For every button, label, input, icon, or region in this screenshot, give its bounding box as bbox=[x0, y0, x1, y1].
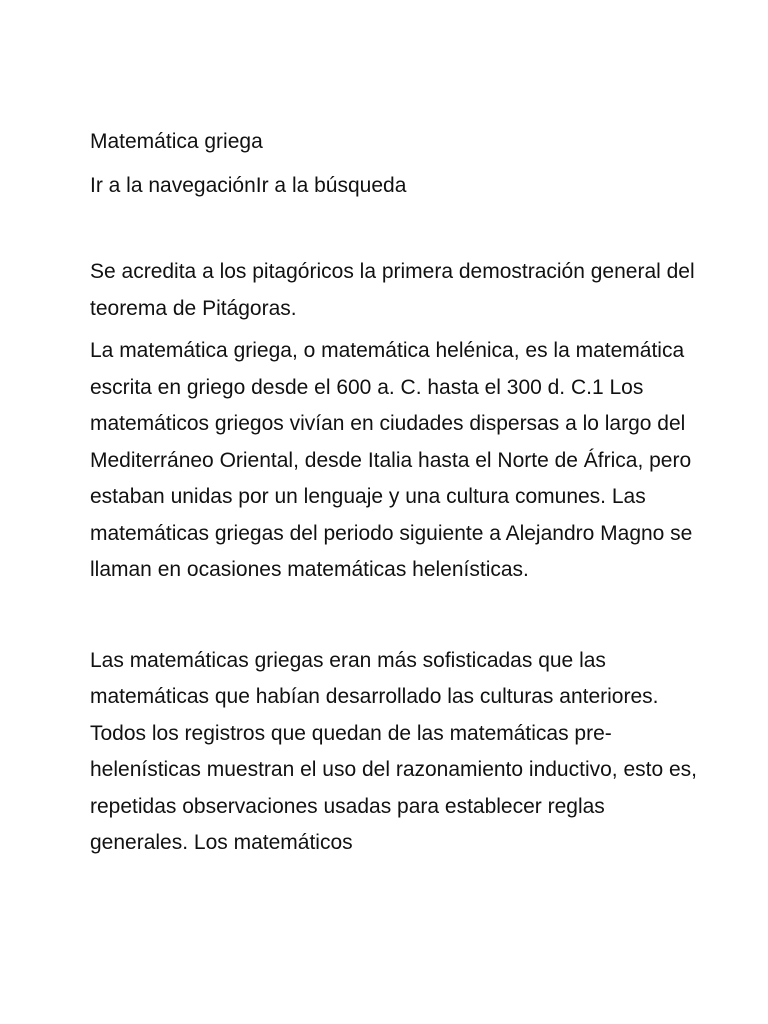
paragraph-sophistication: Las matemáticas griegas eran más sofisticadas que las matemáticas que habían desarrollado las culturas anteriores. Todos los registros que quedan de las matemáticas pre-helenísticas muestran el uso del razonamiento inductivo, esto es, repetidas observaciones usadas para establecer reglas generales. Los matemáticos bbox=[90, 648, 698, 854]
paragraph-intro: La matemática griega, o matemática helénica, es la matemática escrita en griego desde el 600 a. C. hasta el 300 d. C.1 Los matemáticos griegos vivían en ciudades dispersas a lo largo del Mediterráneo Oriental, desde Italia hasta el Norte de África, pero estaban unidas por un lenguaje y una cultura comunes. Las matemáticas griegas del periodo siguiente a Alejandro Magno se llaman en ocasiones matemáticas helenísticas. bbox=[90, 339, 693, 581]
navigation-links-text: Ir a la navegaciónIr a la búsqueda bbox=[90, 174, 407, 197]
paragraph-caption: Se acredita a los pitagóricos la primera demostración general del teorema de Pitágoras. bbox=[90, 260, 695, 320]
document-page bbox=[90, 124, 700, 862]
document-title: Matemática griega bbox=[90, 130, 263, 153]
